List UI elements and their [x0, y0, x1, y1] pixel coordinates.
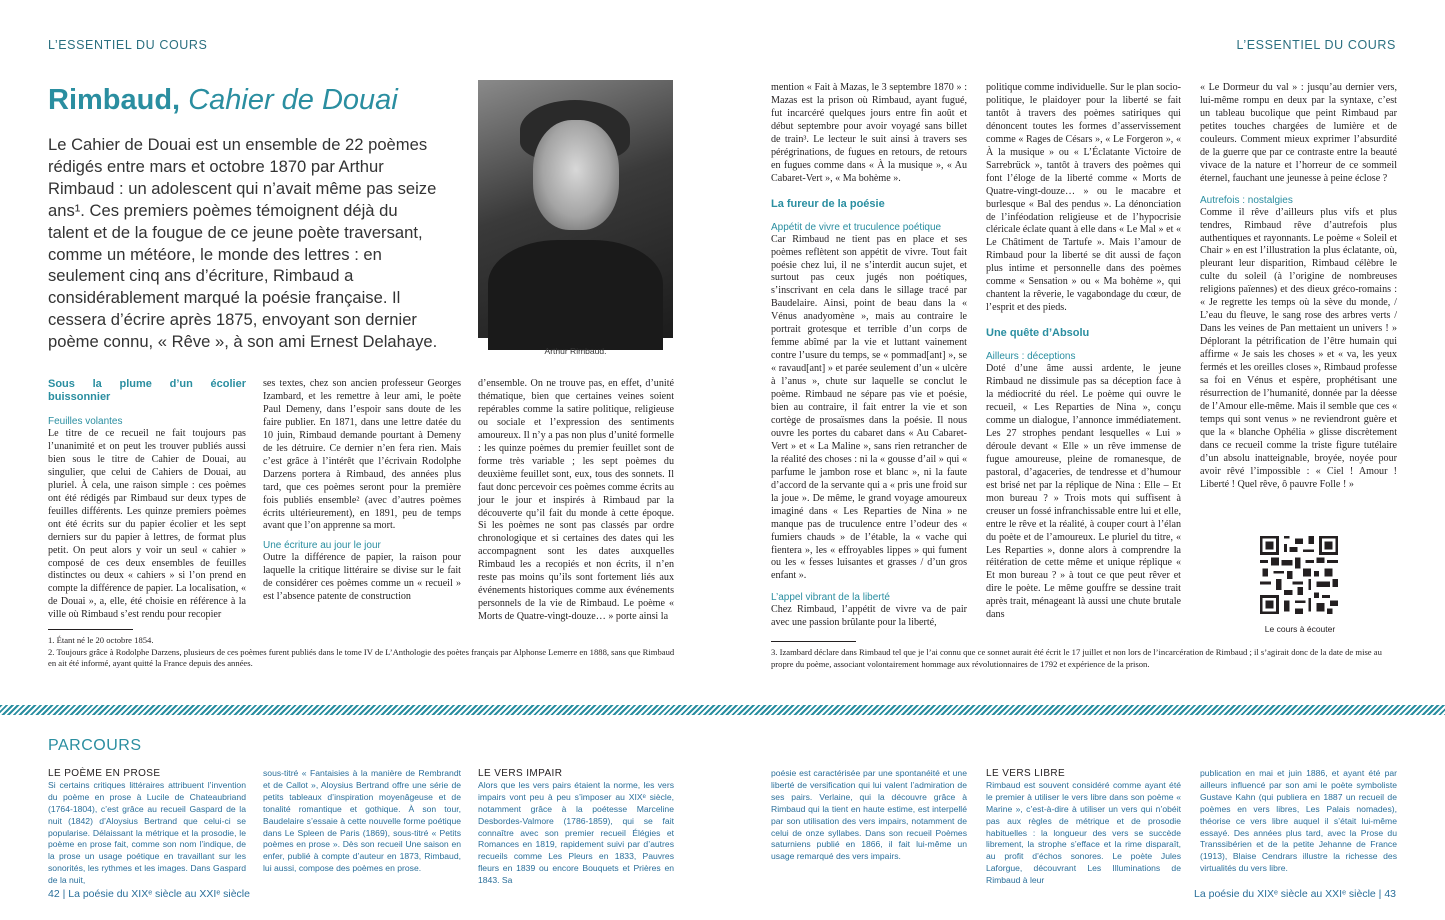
parcours-column-2 — [263, 768, 461, 880]
body-text: « Le Dormeur du val » : jusqu’au dernier vers, lui-même rompu en deux par la syntaxe, c’est un tableau bucolique que peint Rimbaud par petites touches chargées de lumière et de couleurs. Comment mieux exprimer l’absurdité de la guerre que par ce contraste entre la beauté vivace de la nature et l’horreur de ce sommeil éternel, fauchant une jeunesse à peine éclose ? — [1200, 82, 1397, 184]
right-column-1 — [771, 82, 967, 632]
body-text: Comme il rêve d’ailleurs plus vifs et plus tendres, Rimbaud rêve d’autrefois plus authentiques et rayonnants. Le poème « Soleil et Chair » en est l’illustration la plus éclatante, où, pleurant leur disparition, Rimbaud célèbre le culte du soleil (à l’origine de nombreuses religions païennes) et des dieux gréco-romains : « Je regrette les temps où la sève du monde, / L’eau du fleuve, le sang rose des arbres verts / Dans les veines de Pan mettaient un univers ! » Déplorant la pétrification de l’être humain qui affirme « Je sais les choses » et « va, les yeux fermés et les oreilles closes », Rimbaud professe sa foi en Vénus et espère, prophétisant une résurrection de l’humanité, donnée par la déesse de l’Amour elle-même. Mais il semble que ces « temps qui sont venus » ne reviendront guère et que la « blanche Ophélia » glisse discrètement dans ce recueil comme la triste figure tutélaire d’un absolu inatteignable, broyée, noyée pour avoir rêvé l’impossible : « Ciel ! Amour ! Liberté ! Quel rêve, ô pauvre Folle ! » — [1200, 206, 1397, 490]
parcours-title: PARCOURS — [48, 737, 142, 754]
qr-code[interactable] — [1260, 536, 1338, 614]
parcours-column-3 — [478, 768, 674, 886]
footnotes-right — [771, 647, 1397, 670]
photo-caption: Arthur Rimbaud. — [544, 346, 607, 356]
subheading: Autrefois : nostalgies — [1200, 194, 1293, 206]
body-text: politique comme individuelle. Sur le plan socio-politique, le plaidoyer pour la liberté se fait tantôt à travers des poèmes satiriques qui dénoncent toutes les formes d’asservissement comme « Rages de Césars », « Le Forgeron », « À la musique » ou « L’Éclatante Victoire de Sarrebrück », tantôt à travers des poèmes qui font l’éloge de la liberté comme « Morts de Quatre-vingt-douze… » ou le macabre et burlesque « Bal des pendus ». La dénonciation de l’inféodation religieuse et de l’hypocrisie cléricale éclate quant à elle dans « Le Mal » et « Le Châtiment de Tartufe ». Mais l’amour de Rimbaud pour la liberté se dit aussi de façon plus intime et personnelle dans des poèmes comme « Sensation » ou « Ma bohème », qui chantent la rêverie, le vagabondage du cœur, de l’esprit et des pieds. — [986, 82, 1181, 314]
body-text: Outre la différence de papier, la raison pour laquelle la critique littéraire se divise sur le fait de considérer ces poèmes comme un « recueil » est l’absence patente de construction — [263, 552, 461, 603]
section-heading: Une quête d’Absolu — [986, 327, 1090, 340]
hatched-divider — [0, 705, 1445, 715]
portrait-coat — [488, 240, 663, 350]
parcours-text: Alors que les vers pairs étaient la norme, les vers impairs vont peu à peu s’imposer au XIXᵉ siècle, notamment grâce à la poétesse Marceline Desbordes-Valmore (1786-1859), qui se fait connaître avec son premier recueil Élégies et Romances en 1819, rapidement suivi par d’autres recueils comme Les Pleurs en 1833, Pauvres fleurs en 1839 ou encore Bouquets et Prières en 1843. Sa — [478, 779, 674, 886]
portrait-face — [533, 120, 619, 230]
right-column-2 — [986, 82, 1181, 632]
parcours-column-1 — [48, 768, 246, 886]
footnote-rule — [48, 629, 133, 630]
qr-caption: Le cours à écouter — [1264, 624, 1336, 634]
parcours-heading: LE POÈME EN PROSE — [48, 768, 161, 779]
footnote-1: 1. Étant né le 20 octobre 1854. — [48, 635, 154, 645]
page-title — [48, 84, 398, 117]
title-italic: Cahier de Douai — [188, 84, 398, 116]
subheading: Feuilles volantes — [48, 416, 123, 427]
subheading: Une écriture au jour le jour — [263, 540, 381, 552]
body-text: Doté d’une âme aussi ardente, le jeune Rimbaud ne dissimule pas sa déception face à la médiocrité du réel. Le poème qui ouvre le recueil, « Les Reparties de Nina », conçu comme un dialogue, l’annonce immédiatement. Les 27 strophes pendant lesquelles « Lui » déroule devant « Elle » un rêve immense de fugue amoureuse, pleine de romanesque, de pastoral, d’agaceries, de tendresse et d’humour est brisé net par la réplique de Nina : Elle – Et mon bureau ? » Trois mots qui suffisent à creuser un fossé infranchissable entre lui et elle, entre le rêve et la réalité, à couper court à l’élan du poète et de l’amoureux. Le pluriel du titre, « Les Reparties », donne alors à comprendre la réitération de cette même et unique réplique « Et mon bureau ? » à tout ce que peut rêver et dire le poète. Le même gouffre se dessine trait après trait, ménageant là aussi une chute brutale dans — [986, 363, 1181, 621]
parcours-heading: LE VERS IMPAIR — [478, 768, 563, 779]
parcours-text: Rimbaud est souvent considéré comme ayant été le premier à utiliser le vers libre dans son poème « Marine », c’est-à-dire à utiliser un vers qui n’obéit pas aux règles de métrique et de prosodie habituelles : la longueur des vers se succède librement, la strophe s’efface et la rime disparaît, au profit d’échos sonores. Le poète Jules Laforgue, découvrant Les Illuminations de Rimbaud à leur — [986, 779, 1181, 886]
left-column-2 — [263, 378, 461, 624]
lead-text: Le Cahier de Douai est un ensemble de 22 poèmes rédigés entre mars et octobre 1870 par Arthur Rimbaud : un adolescent qui n’avait même pas seize ans¹. Ces premiers poèmes témoignent déjà du talent et de la fougue de ce jeune poète traversant, comme un météore, le monde des lettres : en seulement cinq ans d’écriture, Rimbaud a considérablement marqué la poésie française. Il cessera d’écrire après 1875, envoyant son dernier poème connu, « Rêve », à son ami Ernest Delahaye. — [48, 135, 438, 352]
parcours-column-6 — [1200, 768, 1397, 880]
right-column-3 — [1200, 82, 1397, 522]
footnote-rule — [771, 641, 856, 642]
footer-right: La poésie du XIXᵉ siècle au XXIᵉ siècle | 43 — [1194, 888, 1396, 900]
parcours-text: sous-titré « Fantaisies à la manière de Rembrandt et de Callot », Aloysius Bertrand offre une série de petits tableaux d’inspiration moyenâgeuse et de tonalité romantique et gothique. À son tour, Baudelaire s’essaie à cette nouvelle forme poétique dans Le Spleen de Paris (1869), sous-titré « Petits poèmes en prose ». Dès son recueil Une saison en enfer, publié à compte d’auteur en 1873, Rimbaud, lui aussi, compose des poèmes en prose. — [263, 768, 461, 874]
footnotes-left — [48, 635, 676, 670]
section-heading: Sous la plume d’un écolier buissonnier — [48, 378, 246, 403]
left-column-3 — [478, 378, 674, 624]
parcours-heading: LE VERS LIBRE — [986, 768, 1066, 779]
subheading: Appétit de vivre et truculence poétique — [771, 221, 942, 233]
body-text: Chez Rimbaud, l’appétit de vivre va de pair avec une passion brûlante pour la liberté, — [771, 604, 967, 629]
body-text: mention « Fait à Mazas, le 3 septembre 1870 » : Mazas est la prison où Rimbaud, ayant fugué, fut incarcéré quelques jours entre fin août et début septembre pour avoir voyagé sans billet de train³. Le lecteur le suit ainsi à travers ses pérégrinations, de fugues en retours, de retours en fugues comme dans « À la musique », « Au Cabaret-Vert », « Ma bohème ». — [771, 82, 967, 184]
parcours-text: poésie est caractérisée par une spontanéité et une liberté de versification qui lui valent l’admiration de ses pairs. Verlaine, qui la découvre grâce à Rimbaud qui la tient en haute estime, est interpellé par son utilisation des vers impairs, notamment de celui de onze syllabes. Dans son recueil Poèmes saturniens publié en 1866, il fait lui-même un usage remarqué des vers impairs. — [771, 768, 967, 862]
parcours-column-5 — [986, 768, 1181, 886]
subheading: L’appel vibrant de la liberté — [771, 592, 890, 604]
subheading: Ailleurs : déceptions — [986, 351, 1076, 363]
running-head-left: L’ESSENTIEL DU COURS — [48, 38, 208, 52]
body-text: d’ensemble. On ne trouve pas, en effet, d’unité thématique, bien que certaines veines soient repérables comme la satire politique, religieuse ou sociale et l’expression des sentiments amoureux. Il n’y a pas non plus d’unité formelle : les quinze poèmes du premier feuillet sont de forme très variable ; les sept poèmes du deuxième feuillet sont, eux, tous des sonnets. Il faut donc percevoir ces poèmes comme écrits au jour le jour et inspirés à Rimbaud par la découverte qu’il fait du monde à cette époque. Si les poèmes ne sont pas classés par ordre chronologique et si certaines des dates qui les accompagnent sont les dates auxquelles Rimbaud les a recopiés et non écrits, il n’en reste pas moins qu’ils sont fortement liés aux événements historiques comme aux événements personnels de la vie de Rimbaud. Le poème « Morts de Quatre-vingt-douze… » porte ainsi la — [478, 378, 674, 623]
parcours-column-4 — [771, 768, 967, 880]
body-text: Le titre de ce recueil ne fait toujours pas l’unanimité et on peut les trouver publiés aussi bien sous le titre de Cahier de Douai, au singulier, que celui de Cahiers de Douai, au pluriel. À cela, une raison simple : ces poèmes ont été rédigés par Rimbaud sur deux types de feuilles différents. Les quinze premiers poèmes ont été écrits sur du papier écolier et les sept derniers sur du papier à lettres, de format plus petit. On peut alors y voir un seul « cahier » composé de ces deux ensembles de feuilles distinctes ou deux « cahiers » si l’on prend en compte la différence de papier. La localisation, « de Douai », a, elle, été choisie en référence à la ville où Rimbaud s’est rendu pour recopier — [48, 428, 246, 621]
parcours-text: Si certains critiques littéraires attribuent l’invention du poème en prose à Lucile de Chateaubriand (1764-1804), c’est grâce au recueil Gaspard de la nuit (1842) d’Aloysius Bertrand que celui-ci se popularise. Délaissant la métrique et la prosodie, le poème en prose fait, comme son nom l’indique, de la prose un usage poétique en travaillant sur les sonorités, les rythmes et les images. Dans Gaspard de la nuit, — [48, 779, 246, 886]
left-column-1 — [48, 378, 246, 624]
body-text: Car Rimbaud ne tient pas en place et ses poèmes reflètent son appétit de vivre. Tout fait poésie chez lui, il ne s’interdit aucun sujet, et surtout pas ceux jugés non poétiques, s’inscrivant en cela dans le sillage tracé par Baudelaire. Ainsi, point de beau dans la « Vénus anadyomène », mais au contraire le portrait grotesque et terrible d’un corps de femme abîmé par la vie et luttant vainement contre l’usure du temps, se « pommad[ant] », se « ravaud[ant] » et parée seulement d’un « ulcère à l’anus », chute sur laquelle se conclut le poème. Rimbaud ne sépare pas vie et poésie, bien au contraire, il fait entrer la vie et son cortège de prosaïsmes dans la poésie. Il nous ouvre les portes du cabaret dans « Au Cabaret-Vert » et « La Maline », sans rien retrancher de la réalité des choses : ni la « gousse d’ail » qui « parfume le jambon rose et blanc », ni la faute d’accord de la servante qui a « pris une froid sur la joue ». De même, le grand voyage amoureux imaginé dans « Les Reparties de Nina » ne manque pas de truculence entre l’odeur des « fumiers chauds » de l’étable, la « vache qui fientera », les « effroyables lippes » qui fument ou les « fesses luisantes et grasses / d’un gros enfant ». — [771, 233, 967, 582]
footnote-2: 2. Toujours grâce à Rodolphe Darzens, plusieurs de ces poèmes furent publiés dans le tome IV de L’Anthologie des poètes français par Alphonse Lemerre en 1888, sans que Rimbaud en ait été informé, ayant quitté la France depuis des années. — [48, 646, 675, 668]
lead-paragraph — [48, 134, 438, 353]
body-text: ses textes, chez son ancien professeur Georges Izambard, et les remettre à leur ami, le poète Paul Demeny, dans l’espoir sans doute de les faire publier. En 1871, dans une lettre datée du 10 juin, Rimbaud demande pourtant à Demeny de les détruire. Ce dernier n’en fera rien. Mais c’est grâce à l’intérêt que l’écrivain Rodolphe Darzens portera à Rimbaud, des années plus tard, que ces poèmes seront pour la première fois publiés ensemble² (avec d’autres poèmes écrits ultérieurement), en 1891, peu de temps avant que l’on apprenne sa mort. — [263, 378, 461, 532]
rimbaud-portrait — [478, 80, 673, 338]
footnote-3: 3. Izambard déclare dans Rimbaud tel que je l’ai connu que ce sonnet aurait été écrit le 17 juillet et non lors de l’incarcération de Rimbaud ; il s’agirait donc de la date de mise au propre du poème, associant volontairement hommage aux révolutionnaires de 1792 et expérience de la prison. — [771, 647, 1382, 669]
section-heading: La fureur de la poésie — [771, 197, 885, 210]
parcours-text: publication en mai et juin 1886, et ayant été par ailleurs influencé par son ami le poète symboliste Gustave Kahn (qui publiera en 1887 un recueil de poèmes en vers libres, Les Palais nomades), théorise ce vers libre auquel il s’était lui-même essayé. Des années plus tard, avec la Prose du Transsibérien et de la petite Jehanne de France (1913), Blaise Cendrars illustre la richesse des virtualités du vers libre. — [1200, 768, 1397, 874]
running-head-right: L’ESSENTIEL DU COURS — [1236, 38, 1396, 52]
title-main: Rimbaud, — [48, 84, 181, 116]
footer-left: 42 | La poésie du XIXᵉ siècle au XXIᵉ siècle — [48, 888, 250, 900]
